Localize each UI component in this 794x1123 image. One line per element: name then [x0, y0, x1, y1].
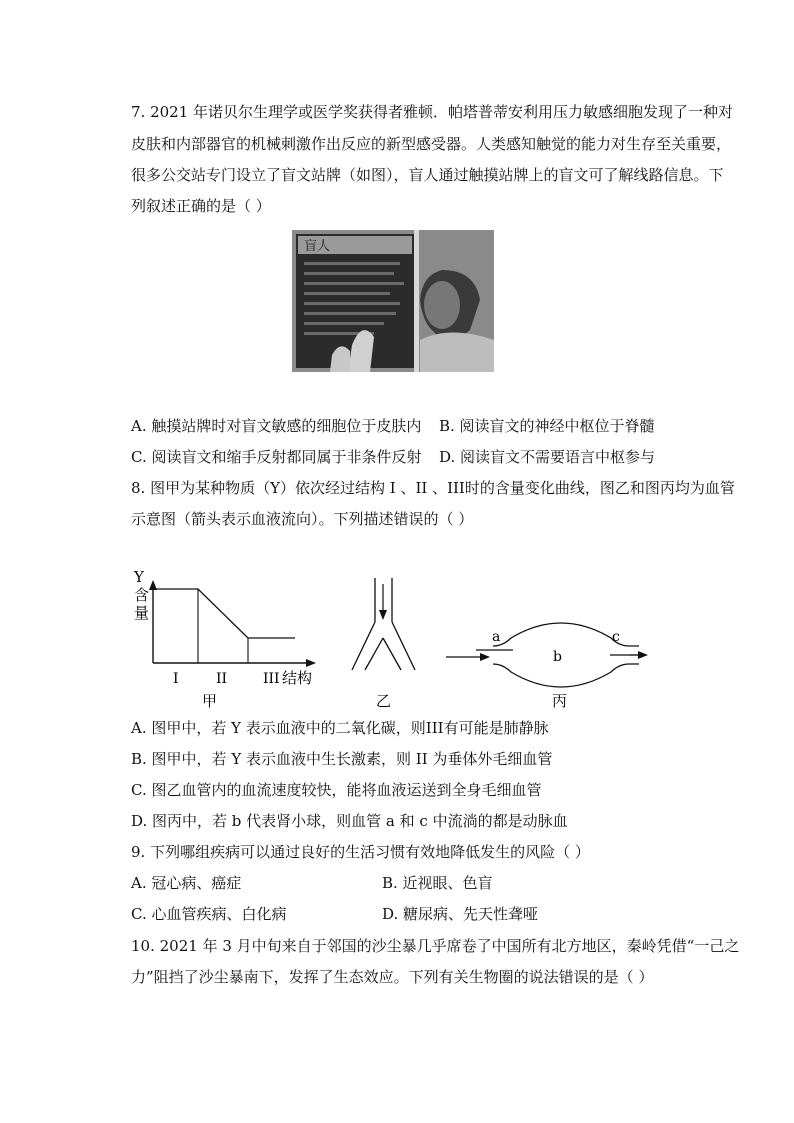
y-label-2: 含 [134, 586, 150, 604]
q8-figures [120, 560, 680, 715]
flow-arrow-head-icon [379, 610, 387, 620]
x-tick-2: II [216, 671, 228, 687]
q10-stem-line-1: 10. 2021 年 3 月中旬来自于邻国的沙尘暴几乎席卷了中国所有北方地区，秦岭凭借“一己之 [131, 937, 740, 955]
q7-stem-line-1: 7. 2021 年诺贝尔生理学或医学奖获得者雅顿．帕塔普蒂安利用压力敏感细胞发现了一种对 [131, 103, 734, 121]
q8-option-c: C. 图乙血管内的血流速度较快，能将血液运送到全身毛细血管 [131, 781, 542, 799]
y-label-3: 量 [134, 604, 150, 622]
x-tick-1: I [173, 671, 179, 687]
q9-option-d: D. 糖尿病、先天性聋哑 [382, 905, 539, 923]
figure-yi-caption: 乙 [376, 692, 392, 710]
q7-option-d: D. 阅读盲文不需要语言中枢参与 [439, 448, 656, 466]
braille-sign-illustration [292, 230, 494, 372]
q9-option-c: C. 心血管疾病、白化病 [131, 905, 287, 923]
q9-stem: 9. 下列哪组疾病可以通过良好的生活习惯有效地降低发生的风险（ ） [131, 843, 590, 861]
figure-bing [446, 623, 648, 710]
q8-stem-line-2: 示意图（箭头表示血液流向）。下列描述错误的（ ） [131, 510, 474, 528]
q7-option-c: C. 阅读盲文和缩手反射都同属于非条件反射 [131, 448, 422, 466]
vessel-label-a: a [492, 629, 501, 645]
q7-stem-line-4: 列叙述正确的是（ ） [131, 197, 271, 215]
vessel-label-b: b [553, 649, 562, 665]
x-tick-3: III [263, 671, 280, 687]
braille-sign-photo [292, 230, 494, 372]
figure-jia-caption: 甲 [202, 692, 218, 710]
figure-bing-caption: 丙 [552, 692, 568, 710]
x-axis-label: 结构 [282, 669, 313, 687]
q7-stem-line-3: 很多公交站专门设立了盲文站牌（如图），盲人通过触摸站牌上的盲文可了解线路信息。下 [131, 166, 724, 184]
q7-stem-line-2: 皮肤和内部器官的机械刺激作出反应的新型感受器。人类感知触觉的能力对生存至关重要， [131, 135, 732, 153]
y-label-1: Y [134, 568, 144, 586]
figure-yi [352, 578, 415, 710]
photo-sign-title: 盲人 [304, 239, 331, 254]
q8-stem-line-1: 8. 图甲为某种物质（Y）依次经过结构 I 、II 、III时的含量变化曲线，图乙和图丙均为血管 [131, 479, 735, 497]
q9-option-a: A. 冠心病、癌症 [131, 874, 242, 892]
content-curve [153, 589, 295, 638]
q8-option-b: B. 图甲中，若 Y 表示血液中生长激素，则 II 为垂体外毛细血管 [131, 750, 553, 768]
q9-option-b: B. 近视眼、色盲 [382, 874, 493, 892]
q7-option-b: B. 阅读盲文的神经中枢位于脊髓 [439, 417, 655, 435]
figure-jia [133, 568, 316, 710]
x-axis-arrow-icon [306, 659, 316, 667]
inflow-arrow-head-icon [480, 653, 490, 661]
q10-stem-line-2: 力”阻挡了沙尘暴南下，发挥了生态效应。下列有关生物圈的说法错误的是（ ） [131, 968, 654, 986]
outflow-arrow-head-icon [638, 651, 648, 659]
vessel-label-c: c [612, 629, 620, 645]
q8-option-a: A. 图甲中，若 Y 表示血液中的二氧化碳，则III有可能是肺静脉 [131, 719, 549, 737]
q8-option-d: D. 图丙中，若 b 代表肾小球，则血管 a 和 c 中流淌的都是动脉血 [131, 812, 568, 830]
q7-option-a: A. 触摸站牌时对盲文敏感的细胞位于皮肤内 [131, 417, 422, 435]
